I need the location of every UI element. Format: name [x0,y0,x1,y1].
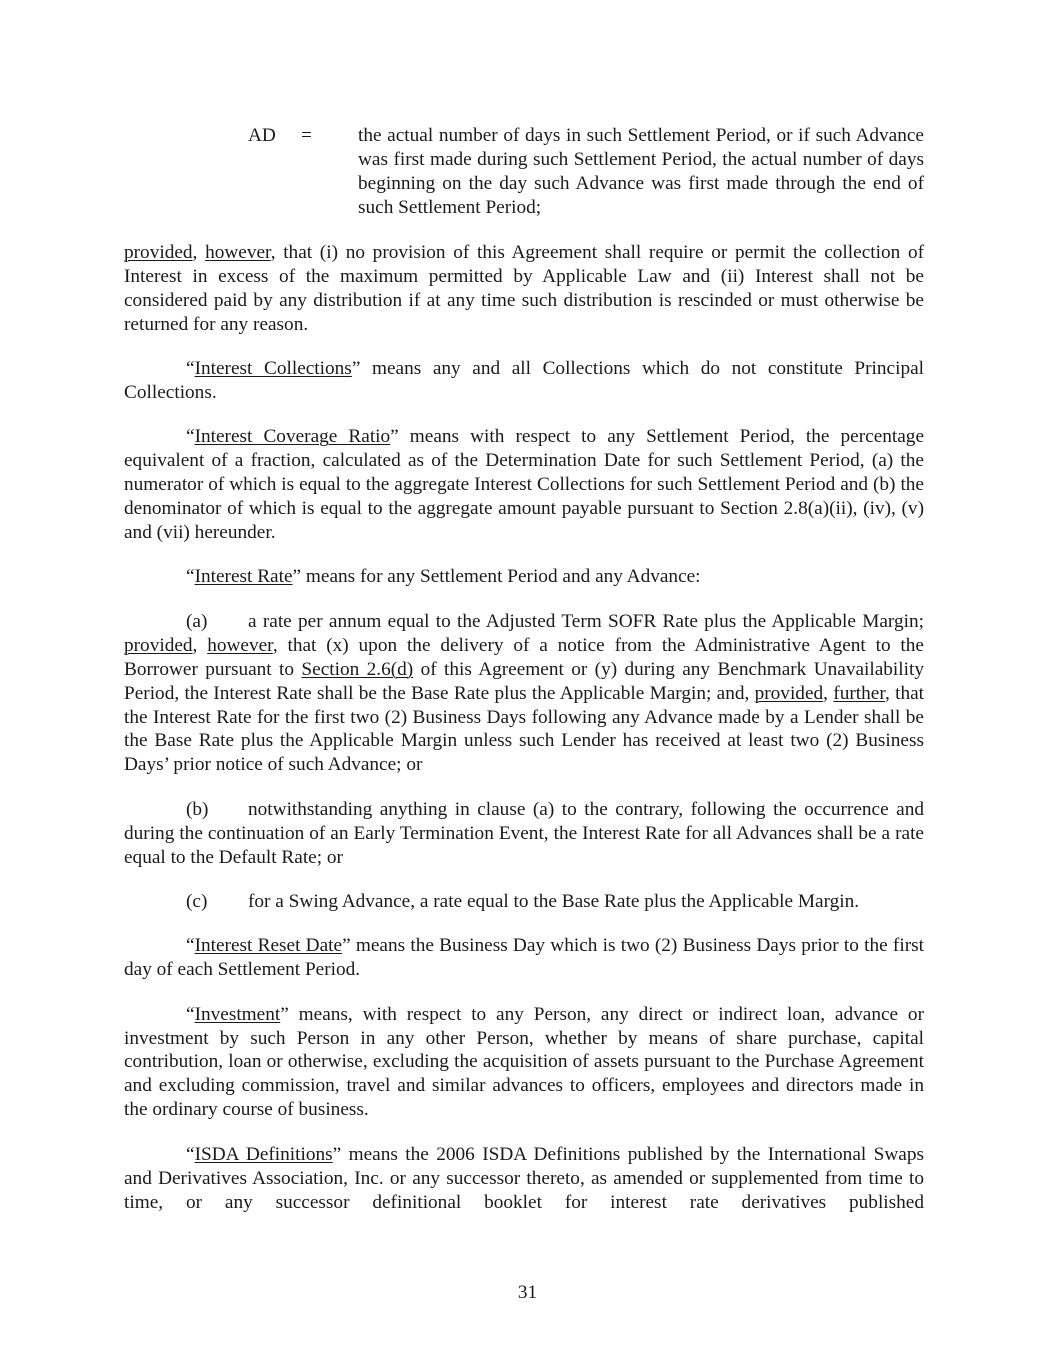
document-body [124,241,924,1235]
paragraph-text: “ [186,426,195,448]
paragraph-interest-rate-clause-c [124,890,924,914]
formula-definition-text: the actual number of days in such Settlement Period, or if such Advance was first made during such Settlement Period, the actual number of days beginning on the day such Advance was first made through the end of such Settlement Period; [358,125,924,218]
paragraph-interest-coverage-ratio [124,425,924,545]
paragraph-text: ” means, with respect to any Person, any direct or indirect loan, advance or investment by such Person in any other Person, whether by means of share purchase, capital contribution, loan or otherwise, excluding the acquisition of assets pursuant to the Purchase Agreement and excluding commission, travel and similar advances to officers, employees and directors made in the ordinary course of business. [124,1003,924,1121]
clause-label: (b) [186,798,209,820]
defined-term: Investment [194,1003,281,1025]
paragraph-text: of this Agreement or (y) during any Benchmark Unavailability Period, the Interest Rate shall be the Base Rate plus the Applicable Margin; and, [124,658,924,704]
defined-term: ISDA Definitions [194,1143,333,1165]
defined-term: Interest Collections [194,358,352,380]
paragraph-text: “ [186,566,195,588]
defined-term: Interest Rate [194,566,293,588]
paragraph-text: notwithstanding anything in clause (a) to the contrary, following the occurrence and during the continuation of an Early Termination Event, the Interest Rate for all Advances shall be a rate equal to the Default Rate; or [124,798,924,868]
defined-term: however [207,634,273,656]
formula-variable: AD [248,125,276,146]
formula-definition-ad [248,124,924,220]
paragraph-text: a rate per annum equal to the Adjusted Term SOFR Rate plus the Applicable Margin; [248,610,924,632]
paragraph-text: , [192,634,208,656]
paragraph-investment [124,1003,924,1123]
defined-term: however [205,242,271,263]
defined-term: Interest Reset Date [194,935,343,957]
paragraph-text: ” means the 2006 ISDA Definitions published by the International Swaps and Derivatives Association, Inc. or any successor thereto, as amended or supplemented from time to time, or any successor definitional booklet for interest rate derivatives published [124,1143,924,1213]
paragraph-interest-rate [124,565,924,589]
paragraph-text: for a Swing Advance, a rate equal to the Base Rate plus the Applicable Margin. [248,890,860,912]
paragraph-text: ” means any and all Collections which do not constitute Principal Collections. [124,358,925,404]
defined-term: Section 2.6(d) [301,658,414,680]
paragraph-text: , [192,242,206,263]
paragraph-text: ” means with respect to any Settlement Period, the percentage equivalent of a fraction, calculated as of the Determination Date for such Settlement Period, (a) the numerator of which is equal to the aggregate Interest Collections for such Settlement Period and (b) the denominator of which is equal to the aggregate amount payable pursuant to Section 2.8(a)(ii), (iv), (v) and (vii) hereunder. [124,426,924,544]
paragraph-text: “ [186,1003,195,1025]
clause-label: (a) [186,610,208,632]
paragraph-text: , [823,682,834,704]
paragraph-interest-rate-clause-b [124,798,924,870]
defined-term: provided [754,682,824,704]
page-number: 31 [517,1282,538,1303]
paragraph-text: , that the Interest Rate for the first two (2) Business Days following any Advance made by a Lender shall be the Base Rate plus the Applicable Margin unless such Lender has received at least two (2) Business Days’ prior notice of such Advance; or [124,682,924,776]
defined-term: provided [124,634,193,656]
paragraph-text: “ [186,358,195,380]
paragraph-text: “ [186,1143,195,1165]
paragraph-text: ” means the Business Day which is two (2) Business Days prior to the first day of each Settlement Period. [124,935,924,981]
paragraph-interest-reset-date [124,934,924,982]
defined-term: Interest Coverage Ratio [194,426,391,448]
paragraph-text: ” means for any Settlement Period and any Advance: [292,566,701,588]
paragraph-text: , that (x) upon the delivery of a notice from the Administrative Agent to the Borrower pursuant to [124,634,924,680]
paragraph-isda-definitions [124,1143,924,1215]
paragraph-interest-rate-clause-a [124,610,924,777]
paragraph-interest-collections [124,357,924,405]
formula-equals-sign: = [301,125,312,146]
paragraph-proviso [124,241,924,337]
paragraph-text: “ [186,935,195,957]
clause-label: (c) [186,890,208,912]
defined-term: further [833,682,885,704]
defined-term: provided [124,242,193,263]
paragraph-text: , that (i) no provision of this Agreement shall require or permit the collection of Interest in excess of the maximum permitted by Applicable Law and (ii) Interest shall not be considered paid by any distribution if at any time such distribution is rescinded or must otherwise be returned for any reason. [124,242,925,335]
